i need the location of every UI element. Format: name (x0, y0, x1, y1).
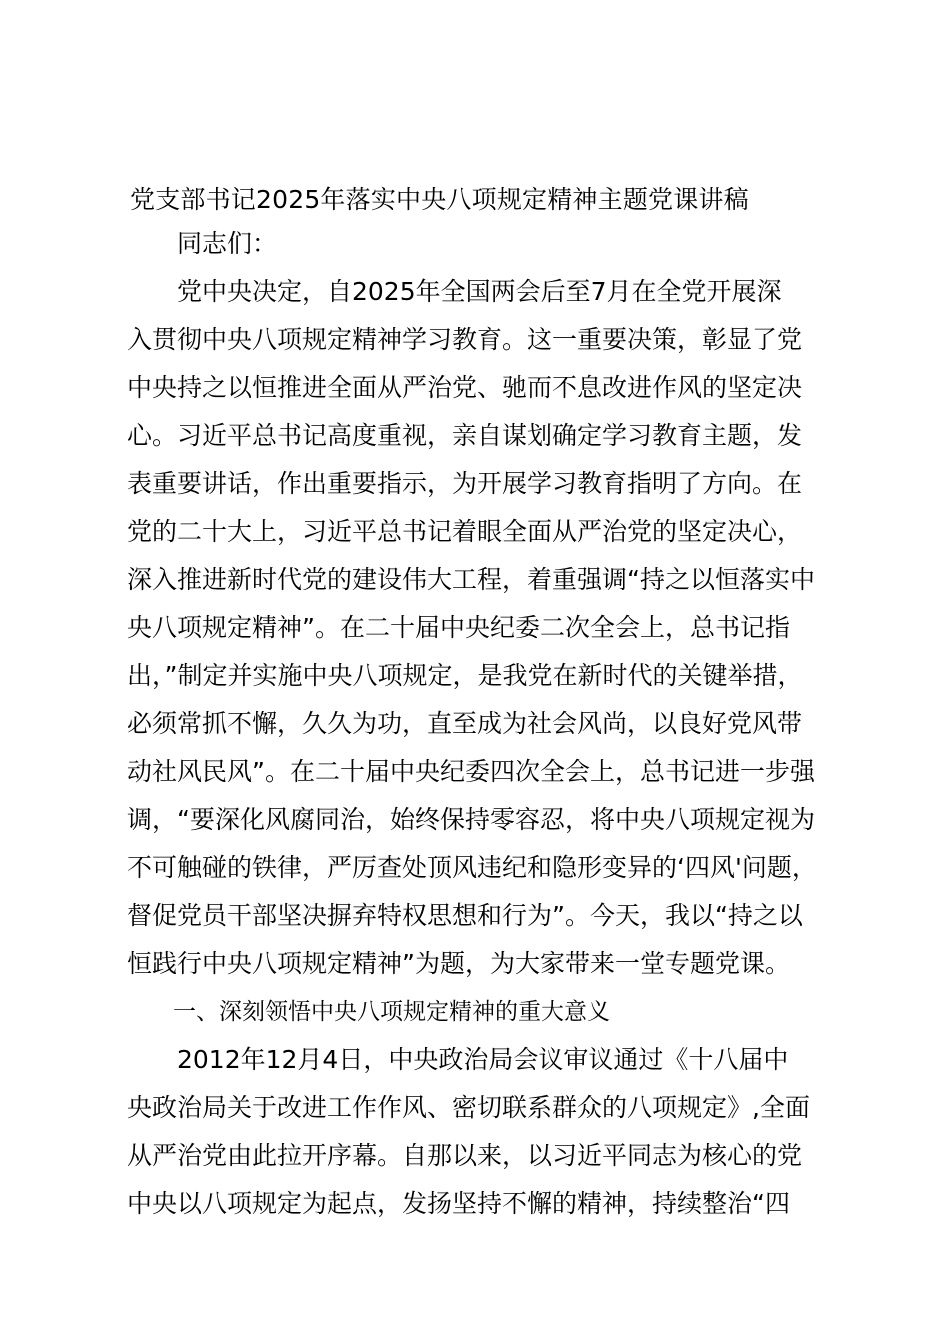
paragraph-line: 入贯彻中央八项规定精神学习教育。这一重要决策，彰显了党 (127, 325, 803, 354)
paragraph-line: 2012年12月4日，中央政治局会议审议通过《十八届中 (177, 1045, 789, 1074)
paragraph-line: 深入推进新时代党的建设伟大工程，着重强调“持之以恒落实中 (127, 565, 815, 594)
paragraph-line: 心。习近平总书记高度重视，亲自谋划确定学习教育主题，发 (127, 421, 803, 450)
paragraph-line: 督促党员干部坚决摒弃特权思想和行为”。今天，我以“持之以 (127, 901, 803, 930)
paragraph-line: 表重要讲话，作出重要指示，为开展学习教育指明了方向。在 (127, 469, 803, 498)
paragraph-line: 中央以八项规定为起点，发扬坚持不懈的精神，持续整治“四 (127, 1189, 790, 1218)
salutation: 同志们： (177, 229, 278, 258)
paragraph-line: 央八项规定精神”。在二十届中央纪委二次全会上，总书记指 (127, 613, 790, 642)
document-body (127, 268, 847, 1228)
paragraph-line: 党中央决定，自2025年全国两会后至7月在全党开展深 (177, 277, 782, 306)
paragraph-line: 出，”制定并实施中央八项规定，是我党在新时代的关键举措， (127, 661, 803, 690)
paragraph-line: 党的二十大上，习近平总书记着眼全面从严治党的坚定决心， (127, 517, 803, 546)
paragraph-line: 必须常抓不懈，久久为功，直至成为社会风尚，以良好党风带 (127, 709, 803, 738)
paragraph-line: 动社风民风”。在二十届中央纪委四次全会上，总书记进一步强 (127, 757, 815, 786)
paragraph-line: 央政治局关于改进工作作风、密切联系群众的八项规定》,全面 (127, 1093, 810, 1122)
document-title: 党支部书记2025年落实中央八项规定精神主题党课讲稿 (130, 185, 749, 214)
paragraph-line: 调，“要深化风腐同治，始终保持零容忍，将中央八项规定视为 (127, 805, 815, 834)
paragraph-line: 恒践行中央八项规定精神”为题，为大家带来一堂专题党课。 (127, 949, 790, 978)
paragraph-line: 中央持之以恒推进全面从严治党、驰而不息改进作风的坚定决 (127, 373, 803, 402)
section-heading: 一、深刻领悟中央八项规定精神的重大意义 (173, 999, 610, 1025)
paragraph-line: 不可触碰的铁律，严厉查处顶风违纪和隐形变异的‘四风'问题， (127, 853, 817, 882)
paragraph-line: 从严治党由此拉开序幕。自那以来，以习近平同志为核心的党 (127, 1141, 803, 1170)
